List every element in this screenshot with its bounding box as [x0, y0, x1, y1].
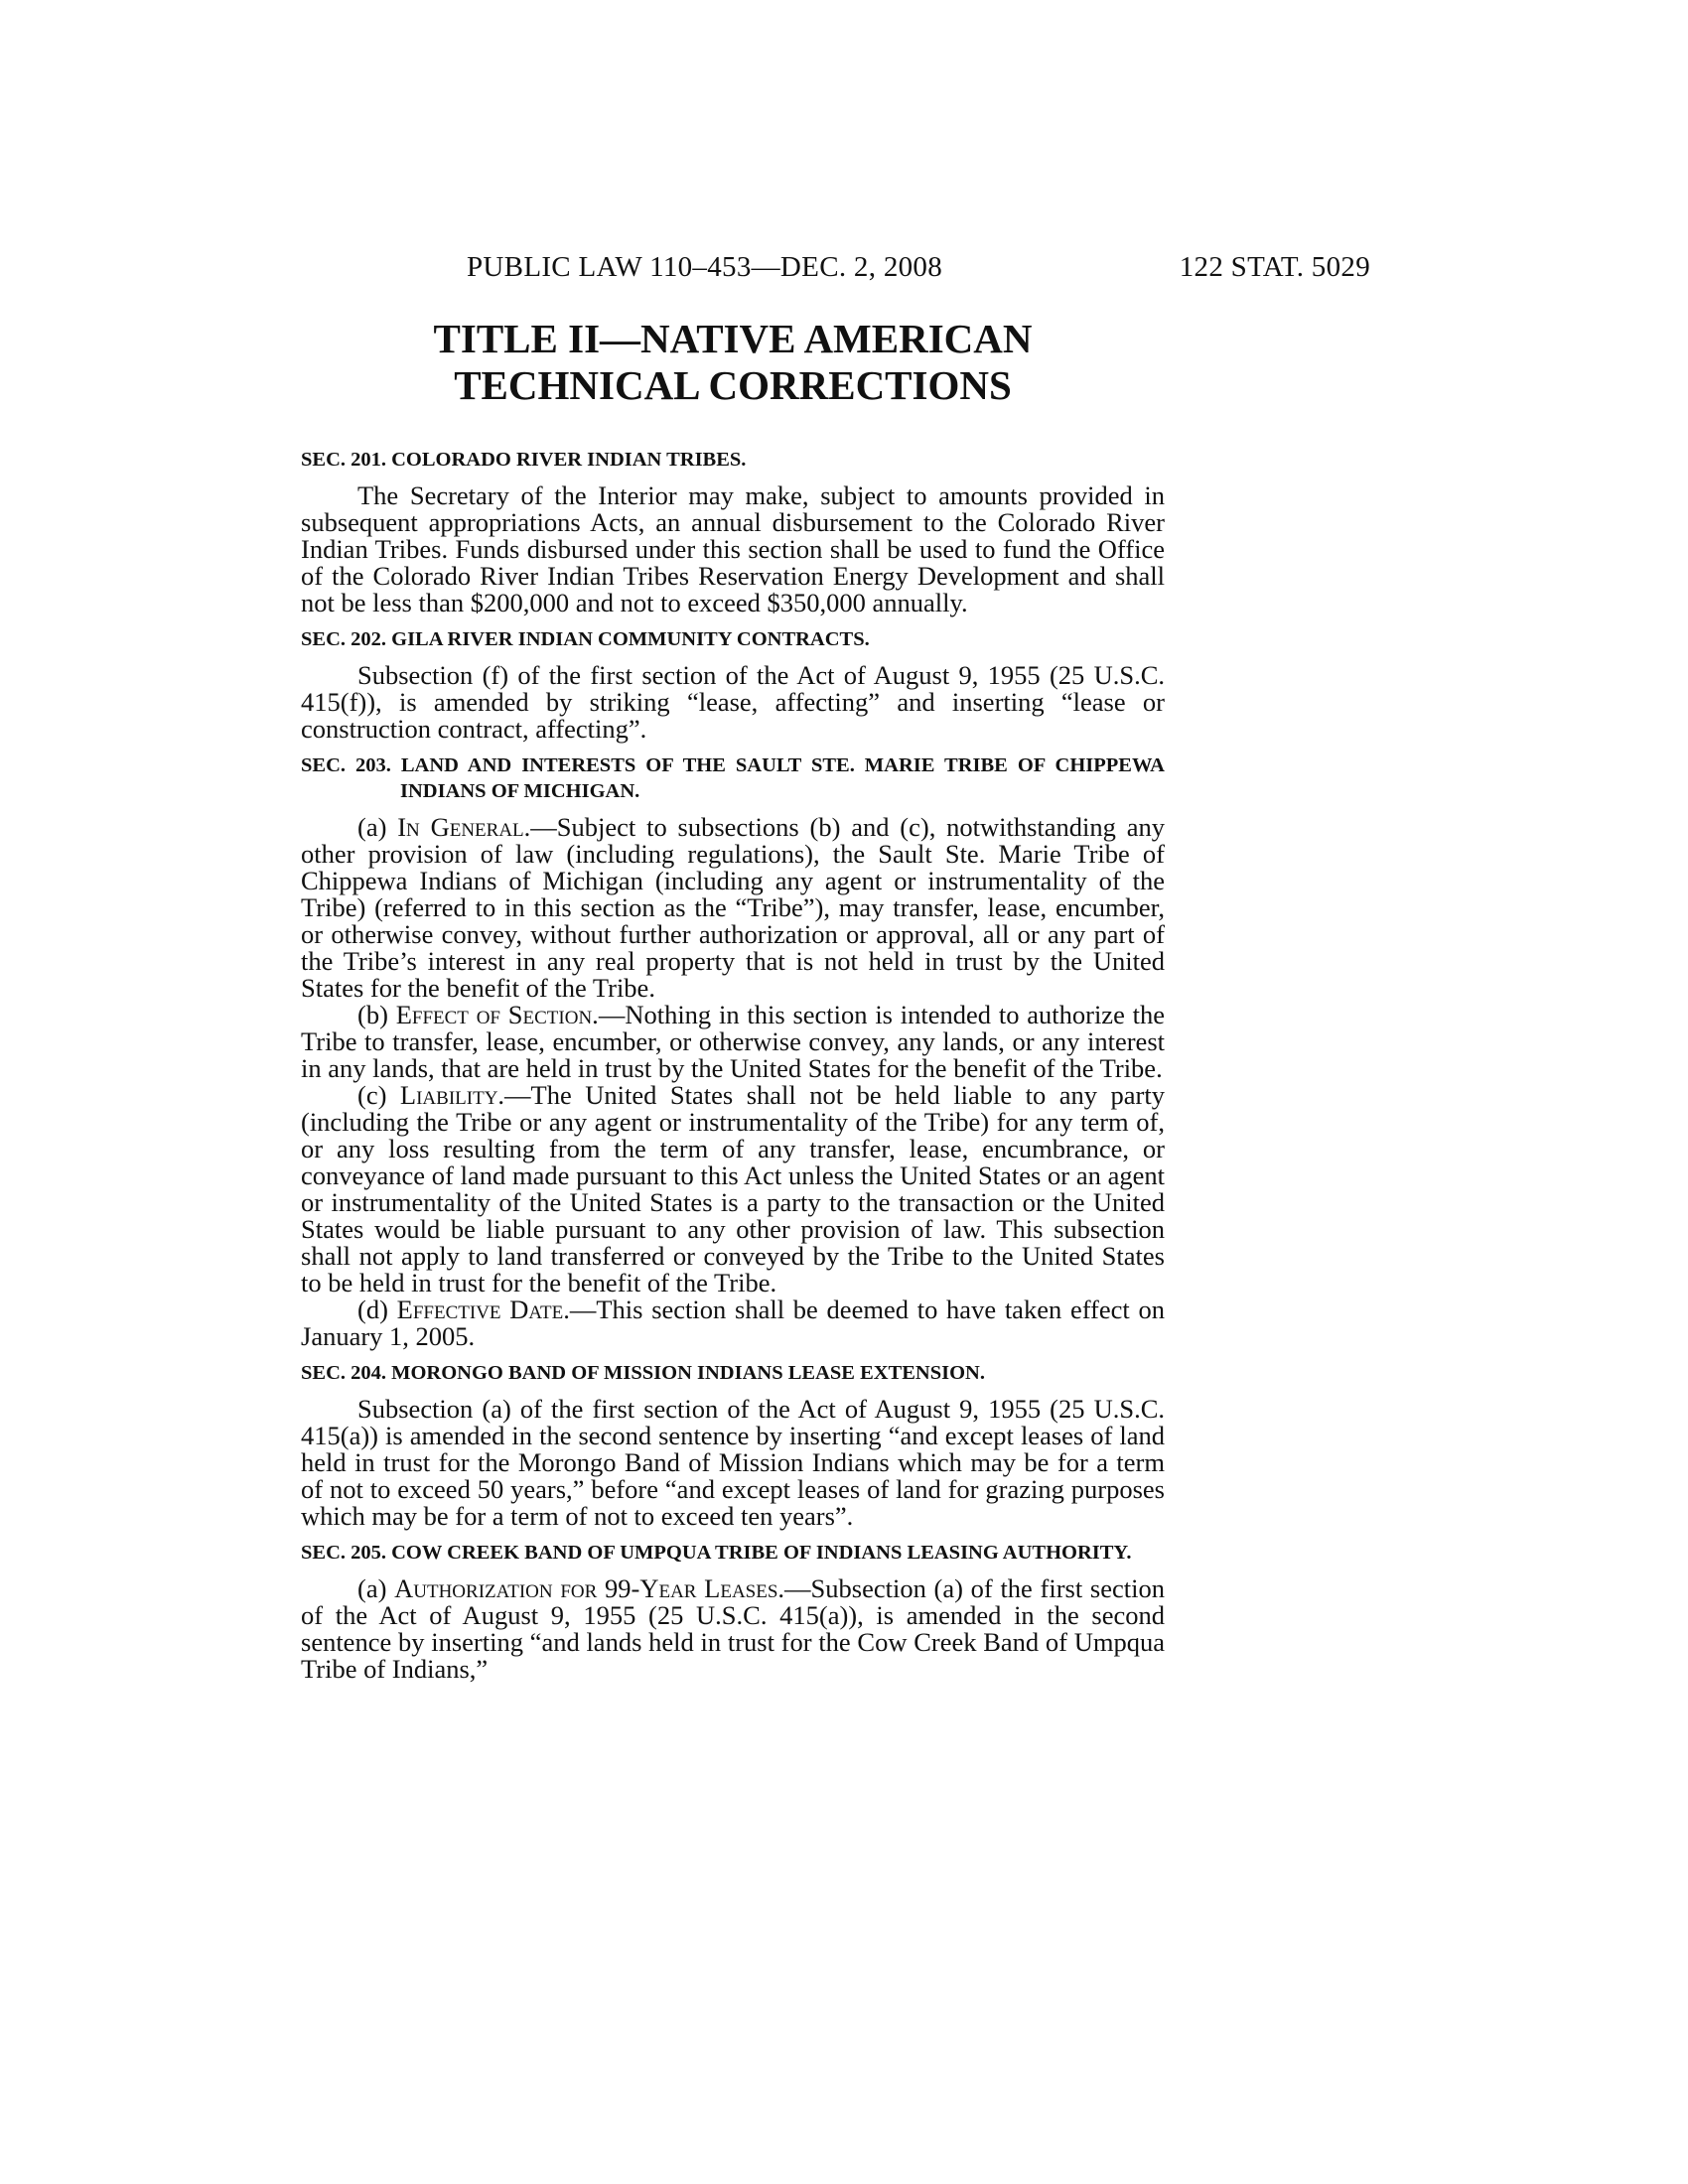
subsection-title: Effect of Section. [395, 1000, 599, 1029]
subsection-title: In General. [397, 812, 531, 842]
section-204-heading: SEC. 204. MORONGO BAND OF MISSION INDIANS LEASE EXTENSION. [301, 1362, 985, 1384]
subsection-label: (a) [357, 1573, 395, 1603]
section-202-text: Subsection (f) of the first section of the Act of August 9, 1955 (25 U.S.C. 415(f)), is amended by striking “lease, affecting” and inserting “lease or construction contract, affecting”. [301, 660, 1165, 744]
subsection-label: (a) [357, 812, 398, 842]
subsection-text: —The United States shall not be held liable to any party (including the Tribe or any agent or instrumentality of the Tribe) for any term of, or any loss resulting from the term of any transfer, lease, encumbrance, or conveyance of land made pursuant to this Act unless the United States or an agent or instrumentality of the United States is a party to the transaction or the United States would be liable pursuant to any other provision of law. This subsection shall not apply to land transferred or conveyed by the Tribe to the United States to be held in trust for the benefit of the Tribe. [301, 1080, 1165, 1297]
subsection-text: —Subject to subsections (b) and (c), notwithstanding any other provision of law (including regulations), the Sault Ste. Marie Tribe of Chippewa Indians of Michigan (including any agent or instrumentality of the Tribe) (referred to in this section as the “Tribe”), may transfer, lease, encumber, or otherwise convey, without further authorization or approval, all or any part of the Tribe’s interest in any real property that is not held in trust by the United States for the benefit of the Tribe. [301, 812, 1165, 1003]
section-201-heading: SEC. 201. COLORADO RIVER INDIAN TRIBES. [301, 449, 747, 471]
section-201-text: The Secretary of the Interior may make, subject to amounts provided in subsequent appropriations Acts, an annual disbursement to the Colorado River Indian Tribes. Funds disbursed under this section shall be used to fund the Office of the Colorado River Indian Tribes Reservation Energy Development and shall not be less than $200,000 and not to exceed $350,000 annually. [301, 480, 1165, 617]
subsection-title: Authorization for 99-Year Leases. [394, 1573, 785, 1603]
section-203-heading: SEC. 203. LAND AND INTERESTS OF THE SAULT STE. MARIE TRIBE OF CHIPPEWA INDIANS OF MICHIGAN. [301, 754, 1165, 802]
section-203-subsection-c [301, 1082, 1165, 1297]
subsection-label: (b) [357, 1000, 396, 1029]
section-202-heading: SEC. 202. GILA RIVER INDIAN COMMUNITY CONTRACTS. [301, 628, 870, 650]
subsection-text: —Nothing in this section is intended to authorize the Tribe to transfer, lease, encumber, or otherwise convey, any lands, or any interest in any lands, that are held in trust by the United States for the benefit of the Tribe. [301, 1000, 1165, 1083]
subsection-label: (d) [357, 1295, 397, 1324]
subsection-title: Effective Date. [396, 1295, 570, 1324]
section-205-subsection-a [301, 1575, 1165, 1683]
subsection-label: (c) [357, 1080, 400, 1110]
section-205-heading: SEC. 205. COW CREEK BAND OF UMPQUA TRIBE OF INDIANS LEASING AUTHORITY. [301, 1542, 1132, 1564]
page-header [467, 251, 1370, 291]
title-line-1: TITLE II—NATIVE AMERICAN [433, 316, 1033, 361]
title-line-2: TECHNICAL CORRECTIONS [454, 362, 1012, 408]
title-heading [301, 316, 1165, 409]
section-203-subsection-a [301, 814, 1165, 1002]
subsection-title: Liability. [399, 1080, 505, 1110]
section-203-subsection-d [301, 1297, 1165, 1350]
subsection-text: —Subsection (a) of the first section of the Act of August 9, 1955 (25 U.S.C. 415(a)), is amended in the second sentence by inserting “and lands held in trust for the Cow Creek Band of Umpqua Tribe of Indians,” [301, 1573, 1165, 1684]
public-law-citation: PUBLIC LAW 110–453—DEC. 2, 2008 [467, 251, 943, 283]
document-body [301, 316, 1165, 1683]
section-203-subsection-b [301, 1002, 1165, 1082]
statute-page-number: 122 STAT. 5029 [1179, 251, 1370, 283]
section-204-text: Subsection (a) of the first section of the Act of August 9, 1955 (25 U.S.C. 415(a)) is amended in the second sentence by inserting “and except leases of land held in trust for the Morongo Band of Mission Indians which may be for a term of not to exceed 50 years,” before “and except leases of land for grazing purposes which may be for a term of not to exceed ten years”. [301, 1394, 1165, 1531]
subsection-text: —This section shall be deemed to have taken effect on January 1, 2005. [301, 1295, 1166, 1351]
